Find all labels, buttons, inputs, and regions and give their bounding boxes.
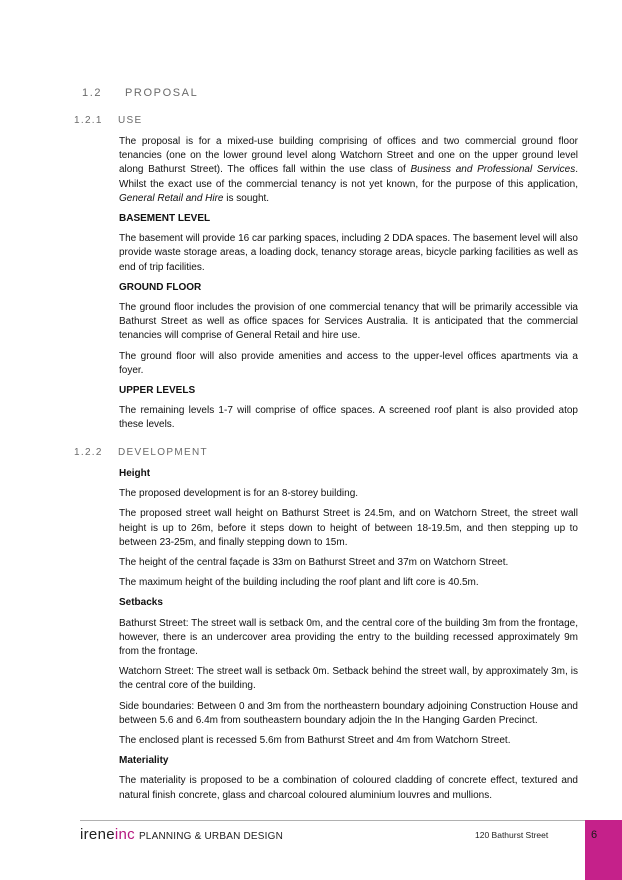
use-body	[119, 135, 578, 433]
upper-levels-paragraph: The remaining levels 1-7 will comprise of office spaces. A screened roof plant is also provided atop these levels.	[119, 405, 578, 431]
materiality-heading: Materiality	[119, 755, 169, 767]
page-number: 6	[590, 829, 598, 841]
height-paragraph: The maximum height of the building including the roof plant and lift core is 40.5m.	[119, 577, 479, 589]
setbacks-paragraph: Watchorn Street: The street wall is setback 0m. Setback behind the street wall, by approximately 3m, is the central core of the building.	[119, 666, 578, 692]
subsection-heading-development	[74, 447, 208, 458]
section-title: PROPOSAL	[125, 87, 199, 99]
intro-text: The proposal is for a mixed-use building comprising of offices and two commercial ground floor tenancies (one on the lower ground level along Watchorn Street and one on the upper ground level along Bathurst Street). The offices fall within the use class of	[119, 136, 578, 176]
footer	[80, 826, 580, 844]
page-number-tab	[585, 820, 622, 880]
intro-italic-use-class: Business and Professional Services	[410, 164, 576, 176]
intro-text: is sought.	[223, 192, 270, 204]
section-heading	[82, 87, 198, 99]
upper-levels-heading: UPPER LEVELS	[119, 385, 196, 397]
ground-floor-paragraph: The ground floor includes the provision of one commercial tenancy that will be primarily accessible via Bathurst Street as well as office spaces for Services Australia. It is anticipated that the commercial tenancies will comprise of General Retail and hire use.	[119, 302, 578, 342]
setbacks-paragraph: The enclosed plant is recessed 5.6m from Bathurst Street and 4m from Watchorn Street.	[119, 735, 511, 747]
ground-floor-paragraph: The ground floor will also provide amenities and access to the upper-level offices apartments via a foyer.	[119, 350, 578, 376]
setbacks-paragraph: Bathurst Street: The street wall is setback 0m, and the central core of the building 3m from the frontage, however, there is an undercover area providing the entry to the building recessed approximately 9m from the frontage.	[119, 617, 578, 658]
intro-italic-general-retail: General Retail and Hire	[119, 192, 224, 204]
height-paragraph: The proposed development is for an 8-storey building.	[119, 488, 359, 500]
ground-floor-heading: GROUND FLOOR	[119, 281, 202, 293]
section-number: 1.2	[82, 87, 103, 99]
materiality-paragraph: The materiality is proposed to be a combination of coloured cladding of concrete effect, textured and natural finish concrete, glass and charcoal coloured aluminium louvres and mullions.	[119, 775, 578, 801]
setbacks-paragraph: Side boundaries: Between 0 and 3m from the northeastern boundary adjoining Construction House and between 5.6 and 6.4m from southeastern boundary adjoin the In the Hanging Garden Precinct.	[119, 700, 578, 726]
basement-paragraph: The basement will provide 16 car parking spaces, including 2 DDA spaces. The basement level will also provide waste storage areas, a loading dock, tenancy storage areas, bicycle parking facilities as well as end of trip facilities.	[119, 233, 578, 273]
brand-inc: inc	[114, 826, 135, 843]
brand-subtitle: PLANNING & URBAN DESIGN	[138, 831, 284, 842]
subsection-number: 1.2.2	[74, 447, 103, 458]
footer-divider	[80, 820, 585, 821]
height-paragraph: The proposed street wall height on Bathurst Street is 24.5m, and on Watchorn Street, the street wall height is up to 26m, before it steps down to height of between 18-19.5m, and then stepping up to between 23-25m, and finally stepping down to 15m.	[119, 508, 578, 548]
subsection-title: USE	[118, 115, 143, 126]
footer-address: 120 Bathurst Street	[475, 830, 549, 840]
brand-logo	[80, 826, 135, 843]
subsection-number: 1.2.1	[74, 115, 103, 126]
height-heading: Height	[119, 468, 151, 479]
subsection-heading-use	[74, 115, 142, 126]
intro-text: . Whilst the exact use of the commercial tenancy is not yet known, for the purpose of this application,	[119, 164, 578, 190]
setbacks-heading: Setbacks	[119, 597, 163, 609]
development-body	[119, 467, 578, 803]
use-intro-paragraph	[119, 135, 578, 206]
subsection-title: DEVELOPMENT	[118, 447, 208, 458]
brand-irene: irene	[80, 826, 115, 843]
basement-heading: BASEMENT LEVEL	[119, 213, 211, 225]
height-paragraph: The height of the central façade is 33m on Bathurst Street and 37m on Watchorn Street.	[119, 557, 509, 569]
